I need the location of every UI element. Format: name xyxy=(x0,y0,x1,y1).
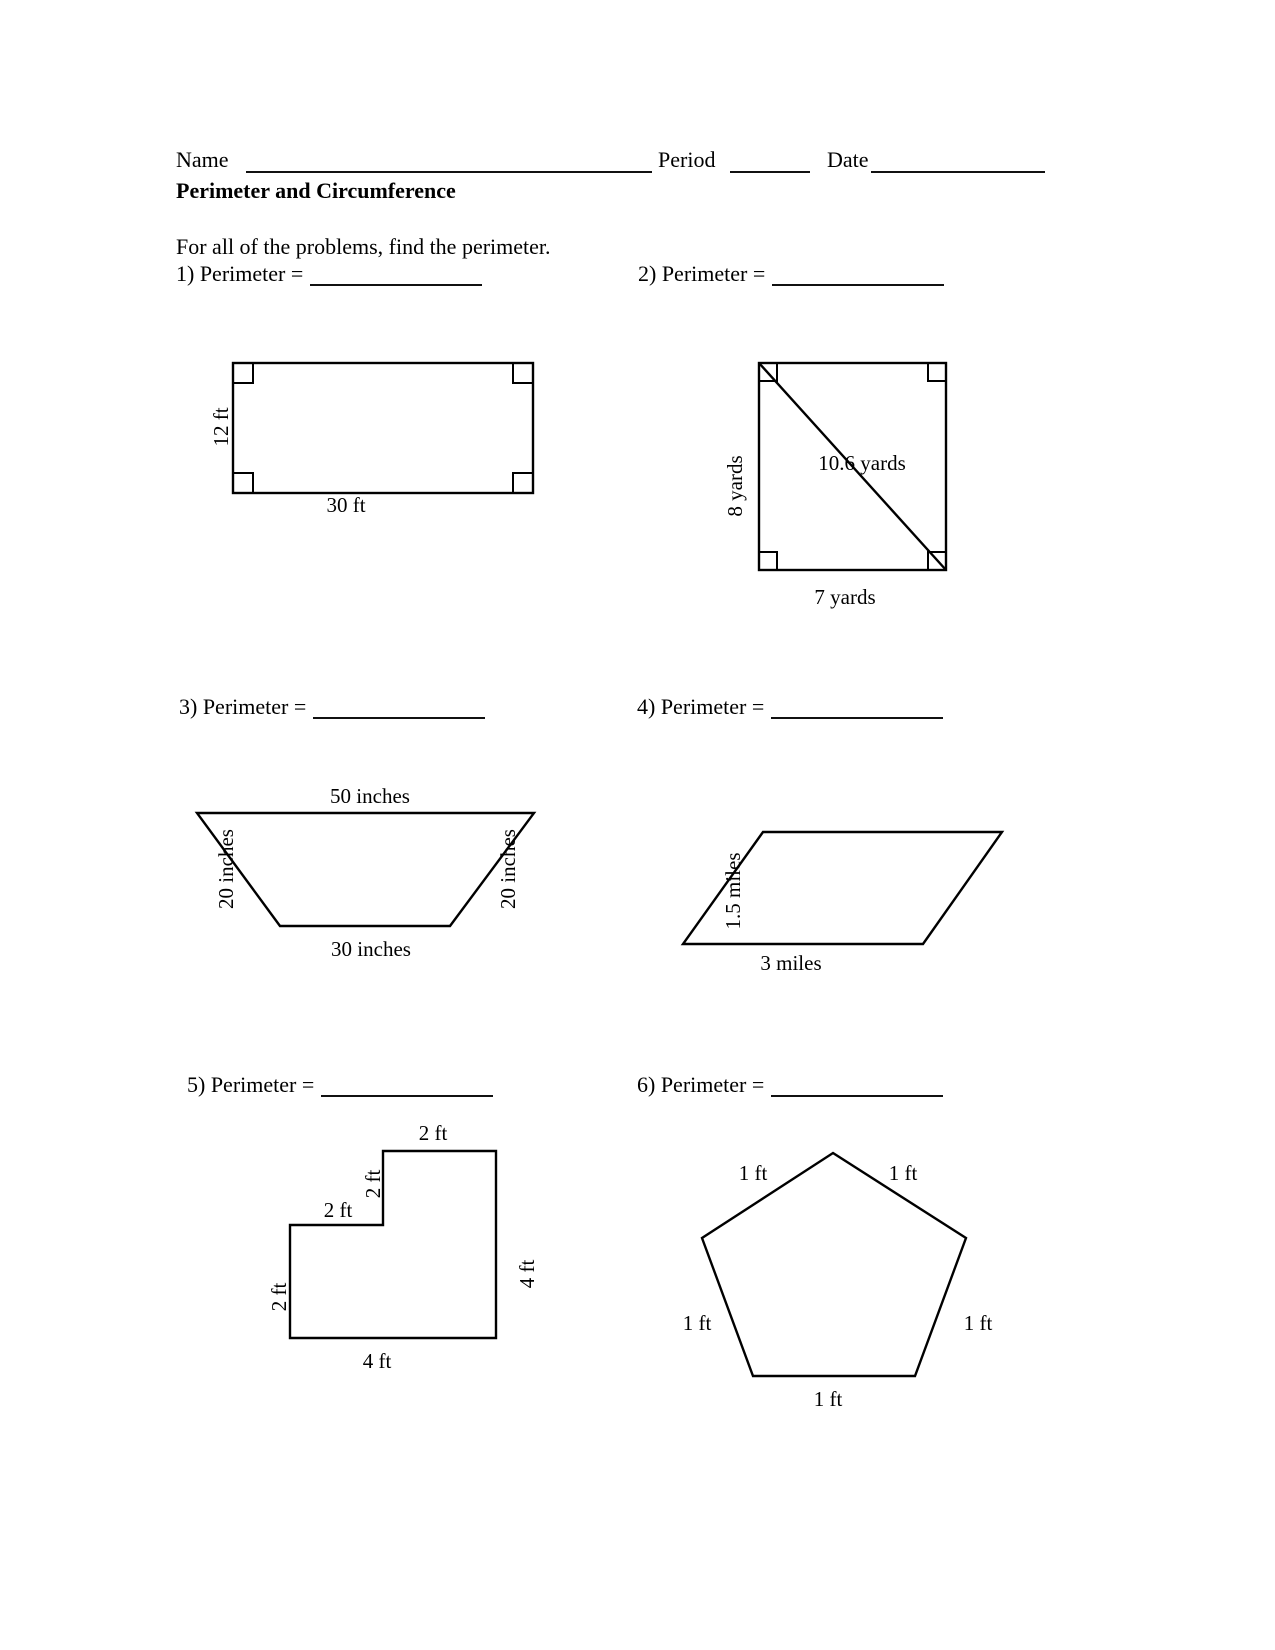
p3-right-label: 20 inches xyxy=(496,829,520,909)
problem-5-prompt: 5) Perimeter = xyxy=(187,1072,315,1097)
period-label: Period xyxy=(658,147,716,172)
p5-right-label: 4 ft xyxy=(515,1259,539,1289)
p6-right-label: 1 ft xyxy=(963,1311,993,1335)
worksheet-title: Perimeter and Circumference xyxy=(176,178,456,203)
p5-left-label: 2 ft xyxy=(267,1282,291,1312)
figure-1-rectangle xyxy=(233,363,533,493)
instructions: For all of the problems, find the perimeter. xyxy=(176,234,551,259)
p4-base-label: 3 miles xyxy=(760,951,822,975)
problem-1-prompt: 1) Perimeter = xyxy=(176,261,304,286)
p5-middle-label: 2 ft xyxy=(323,1198,353,1222)
p2-height-label: 8 yards xyxy=(723,455,747,517)
p6-pentagon xyxy=(702,1153,966,1376)
p1-base-label: 30 ft xyxy=(326,493,366,517)
p3-left-label: 20 inches xyxy=(214,829,238,909)
p5-l-shape xyxy=(290,1151,496,1338)
p1-right-angle-mark-top-right xyxy=(513,363,533,383)
p2-right-angle-mark-bottom-left xyxy=(759,552,777,570)
p6-base-label: 1 ft xyxy=(813,1387,843,1411)
p1-right-angle-mark-top-left xyxy=(233,363,253,383)
date-label: Date xyxy=(827,147,869,172)
problem-4-prompt: 4) Perimeter = xyxy=(637,694,765,719)
problem-3-prompt: 3) Perimeter = xyxy=(179,694,307,719)
p3-base-label: 30 inches xyxy=(331,937,411,961)
p6-left-label: 1 ft xyxy=(682,1311,712,1335)
p5-base-label: 4 ft xyxy=(362,1349,392,1373)
problem-6-prompt: 6) Perimeter = xyxy=(637,1072,765,1097)
p5-top-label: 2 ft xyxy=(418,1121,448,1145)
p4-side-label: 1.5 miles xyxy=(721,852,745,930)
p3-trapezoid xyxy=(197,813,534,926)
p5-step-label: 2 ft xyxy=(361,1169,385,1199)
problem-2-prompt: 2) Perimeter = xyxy=(638,261,766,286)
p2-right-angle-mark-top-right xyxy=(928,363,946,381)
p6-upper-right-label: 1 ft xyxy=(888,1161,918,1185)
p1-right-angle-mark-bottom-left xyxy=(233,473,253,493)
name-label: Name xyxy=(176,147,229,172)
p6-upper-left-label: 1 ft xyxy=(738,1161,768,1185)
p2-diagonal-label: 10.6 yards xyxy=(818,451,906,475)
p1-rectangle xyxy=(233,363,533,493)
p1-right-angle-mark-bottom-right xyxy=(513,473,533,493)
p2-base-label: 7 yards xyxy=(814,585,876,609)
p3-top-label: 50 inches xyxy=(330,784,410,808)
p1-height-label: 12 ft xyxy=(209,407,233,447)
